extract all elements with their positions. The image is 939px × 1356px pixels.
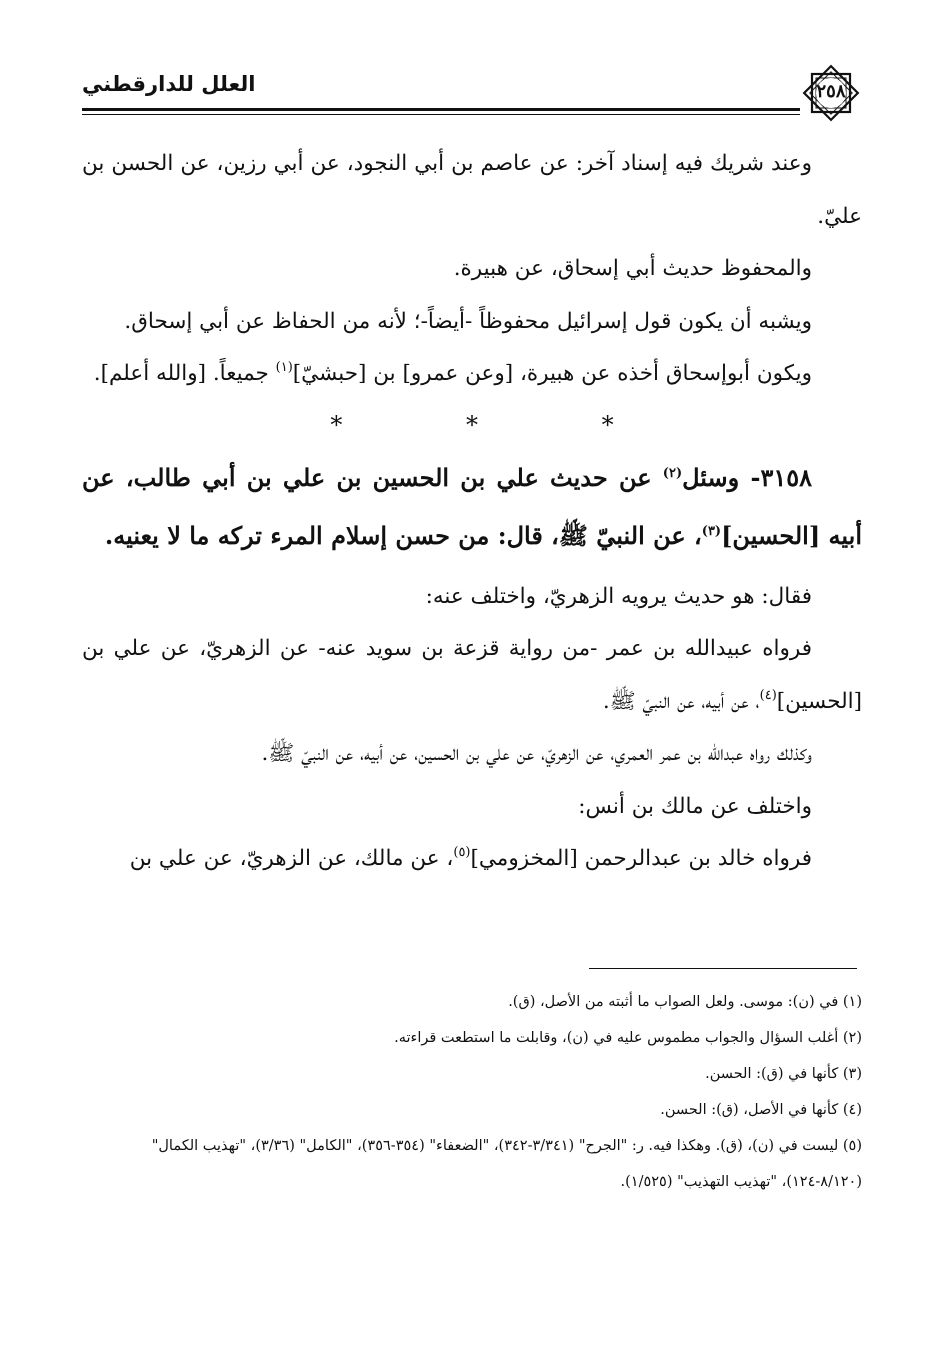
- footnote-ref: (٢): [662, 465, 683, 481]
- paragraph-text: جميعاً. [والله أعلم].: [93, 361, 276, 386]
- question-text: عن حديث علي بن الحسين بن علي بن أبي طالب، عن أبيه [الحسين]: [82, 462, 862, 550]
- paragraph: [82, 623, 862, 728]
- footnote: (٤) كأنها في الأصل، (ق): الحسن.: [660, 1102, 862, 1118]
- footnote: (٥) ليست في (ن)، (ق). وهكذا فيه. ر: "الجرح" (٣/٣٤١-٣٤٢)، "الضعفاء" (٣٥٤-٣٥٦)، "الكامل" (٣/٣٦)، "تهذيب الكمال" (٨/١٢٠-١٢٤)، "تهذيب التهذيب" (١/٥٢٥).: [151, 1138, 862, 1190]
- running-title: العلل للدارقطني: [82, 72, 256, 96]
- paragraph: [82, 833, 862, 886]
- paragraph: ويشبه أن يكون قول إسرائيل محفوظاً -أيضاً-؛ لأنه من الحفاظ عن أبي إسحاق.: [124, 308, 812, 334]
- page-number-badge: [800, 62, 862, 124]
- paragraph-text: فرواه خالد بن عبدالرحمن [المخزومي]: [470, 846, 812, 871]
- footnote: (٢) أغلب السؤال والجواب مطموس عليه في (ن)، وقابلت ما استطعت قراءته.: [394, 1030, 862, 1046]
- main-text: [82, 138, 862, 886]
- footnote-ref: (١): [275, 360, 293, 375]
- page-header: [82, 62, 862, 124]
- question-text: ، عن النبيّ ﷺ، قال: من حسن إسلام المرء تركه ما لا يعنيه.: [104, 520, 702, 550]
- footnote-ref: (٤): [759, 687, 777, 703]
- paragraph: [82, 348, 862, 401]
- paragraph: والمحفوظ حديث أبي إسحاق، عن هبيرة.: [453, 256, 812, 281]
- paragraph-text: ويكون أبوإسحاق أخذه عن هبيرة، [وعن عمرو] بن [حبشيّ]: [292, 361, 812, 386]
- footnote-divider: [589, 968, 857, 969]
- paragraph-text: ، عن مالك، عن الزهريّ، عن علي بن: [129, 846, 454, 871]
- header-rule: [82, 108, 800, 111]
- footnote-ref: (٥): [453, 845, 471, 860]
- footnotes: [82, 984, 862, 1200]
- question-number: ٣١٥٨- وسئل: [682, 462, 812, 492]
- paragraph: وكذلك رواه عبدالله بن عمر العمري، عن الزهريّ، عن علي بن الحسين، عن أبيه، عن النبيّ ﷺ.: [261, 741, 812, 766]
- paragraph: وعند شريك فيه إسناد آخر: عن عاصم بن أبي النجود، عن أبي رزين، عن الحسن بن عليّ.: [82, 151, 862, 229]
- header-rule-thin: [82, 114, 800, 115]
- paragraph: واختلف عن مالك بن أنس:: [578, 793, 812, 819]
- page-number: ٢٥٨: [816, 81, 846, 102]
- section-separator: * * *: [330, 410, 672, 439]
- paragraph-text: فرواه عبيدالله بن عمر -من رواية قزعة بن سويد عنه- عن الزهريّ، عن علي بن [الحسين]: [82, 636, 862, 714]
- footnote: (١) في (ن): موسى. ولعل الصواب ما أثبته من الأصل، (ق).: [508, 994, 862, 1010]
- paragraph-text: ، عن أبيه، عن النبيّ ﷺ.: [602, 688, 760, 714]
- footnote-ref: (٣): [701, 523, 722, 539]
- question-heading: [82, 449, 862, 565]
- paragraph: فقال: هو حديث يرويه الزهريّ، واختلف عنه:: [425, 583, 812, 609]
- footnote: (٣) كأنها في (ق): الحسن.: [705, 1066, 862, 1082]
